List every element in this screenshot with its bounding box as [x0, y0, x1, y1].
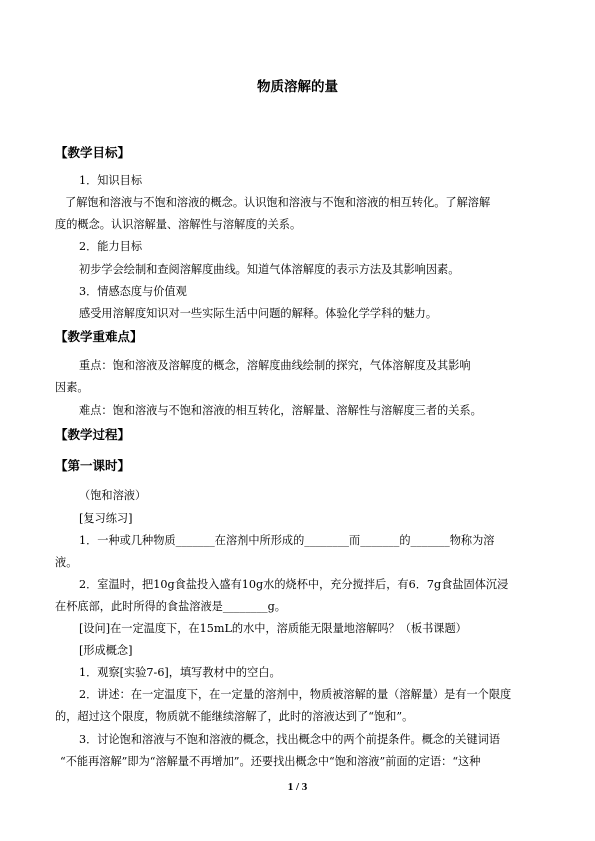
paragraph-line: 2．讲述：在一定温度下，在一定量的溶剂中，物质被溶解的量（溶解量）是有一个限度	[79, 688, 512, 701]
paragraph-line: [形成概念]	[79, 644, 133, 657]
paragraph-line: 了解饱和溶液与不饱和溶液的概念。认识饱和溶液与不饱和溶液的相互转化。了解溶解	[65, 196, 491, 209]
paragraph-line: 难点：饱和溶液与不饱和溶液的相互转化，溶解量、溶解性与溶解度三者的关系。	[79, 404, 482, 417]
paragraph-line: 液。	[55, 556, 78, 569]
section-heading-key-points: 【教学重难点】	[55, 329, 143, 344]
paragraph-line: 在杯底部，此时所得的食盐溶液是________g。	[55, 600, 286, 613]
section-heading-process: 【教学过程】	[55, 427, 131, 442]
paragraph-line: 初步学会绘制和查阅溶解度曲线。知道气体溶解度的表示方法及其影响因素。	[79, 263, 460, 276]
section-heading-objectives: 【教学目标】	[55, 145, 131, 160]
section-heading-first-lesson: 【第一课时】	[55, 458, 131, 473]
paragraph-line: 度的概念。认识溶解量、溶解性与溶解度的关系。	[55, 218, 302, 231]
paragraph-line: 2．室温时，把10g食盐投入盛有10g水的烧杯中，充分搅拌后，有6．7g食盐固体沉浸	[79, 578, 509, 591]
document-title: 物质溶解的量	[257, 79, 338, 95]
paragraph-line: 1．观察[实验7-6]，填写教材中的空白。	[79, 666, 281, 679]
paragraph-line: 2．能力目标	[79, 240, 143, 253]
paragraph-line: [复习练习]	[79, 512, 133, 525]
paragraph-line: 3．情感态度与价值观	[79, 285, 187, 298]
paragraph-line: [设问]在一定温度下，在15mL的水中，溶质能无限量地溶解吗？（板书课题）	[79, 622, 467, 635]
paragraph-line: “不能再溶解”即为“溶解量不再增加”。还要找出概念中“饱和溶液”前面的定语：“这种	[60, 755, 481, 768]
paragraph-line: 重点：饱和溶液及溶解度的概念，溶解度曲线绘制的探究，气体溶解度及其影响	[79, 359, 471, 372]
paragraph-line: （饱和溶液）	[79, 489, 147, 502]
paragraph-line: 因素。	[55, 381, 89, 394]
paragraph-line: 感受用溶解度知识对一些实际生活中问题的解释。体验化学学科的魅力。	[79, 307, 438, 320]
paragraph-line: 3．讨论饱和溶液与不饱和溶液的概念，找出概念中的两个前提条件。概念的关键词语	[79, 733, 501, 746]
page-number: 1 / 3	[287, 781, 308, 793]
paragraph-line: 1．一种或几种物质_______在溶剂中所形成的________而_______的_______物称为溶	[79, 534, 495, 547]
paragraph-line: 的，超过这个限度，物质就不能继续溶解了，此时的溶液达到了“饱和”。	[55, 710, 414, 723]
paragraph-line: 1．知识目标	[79, 174, 143, 187]
